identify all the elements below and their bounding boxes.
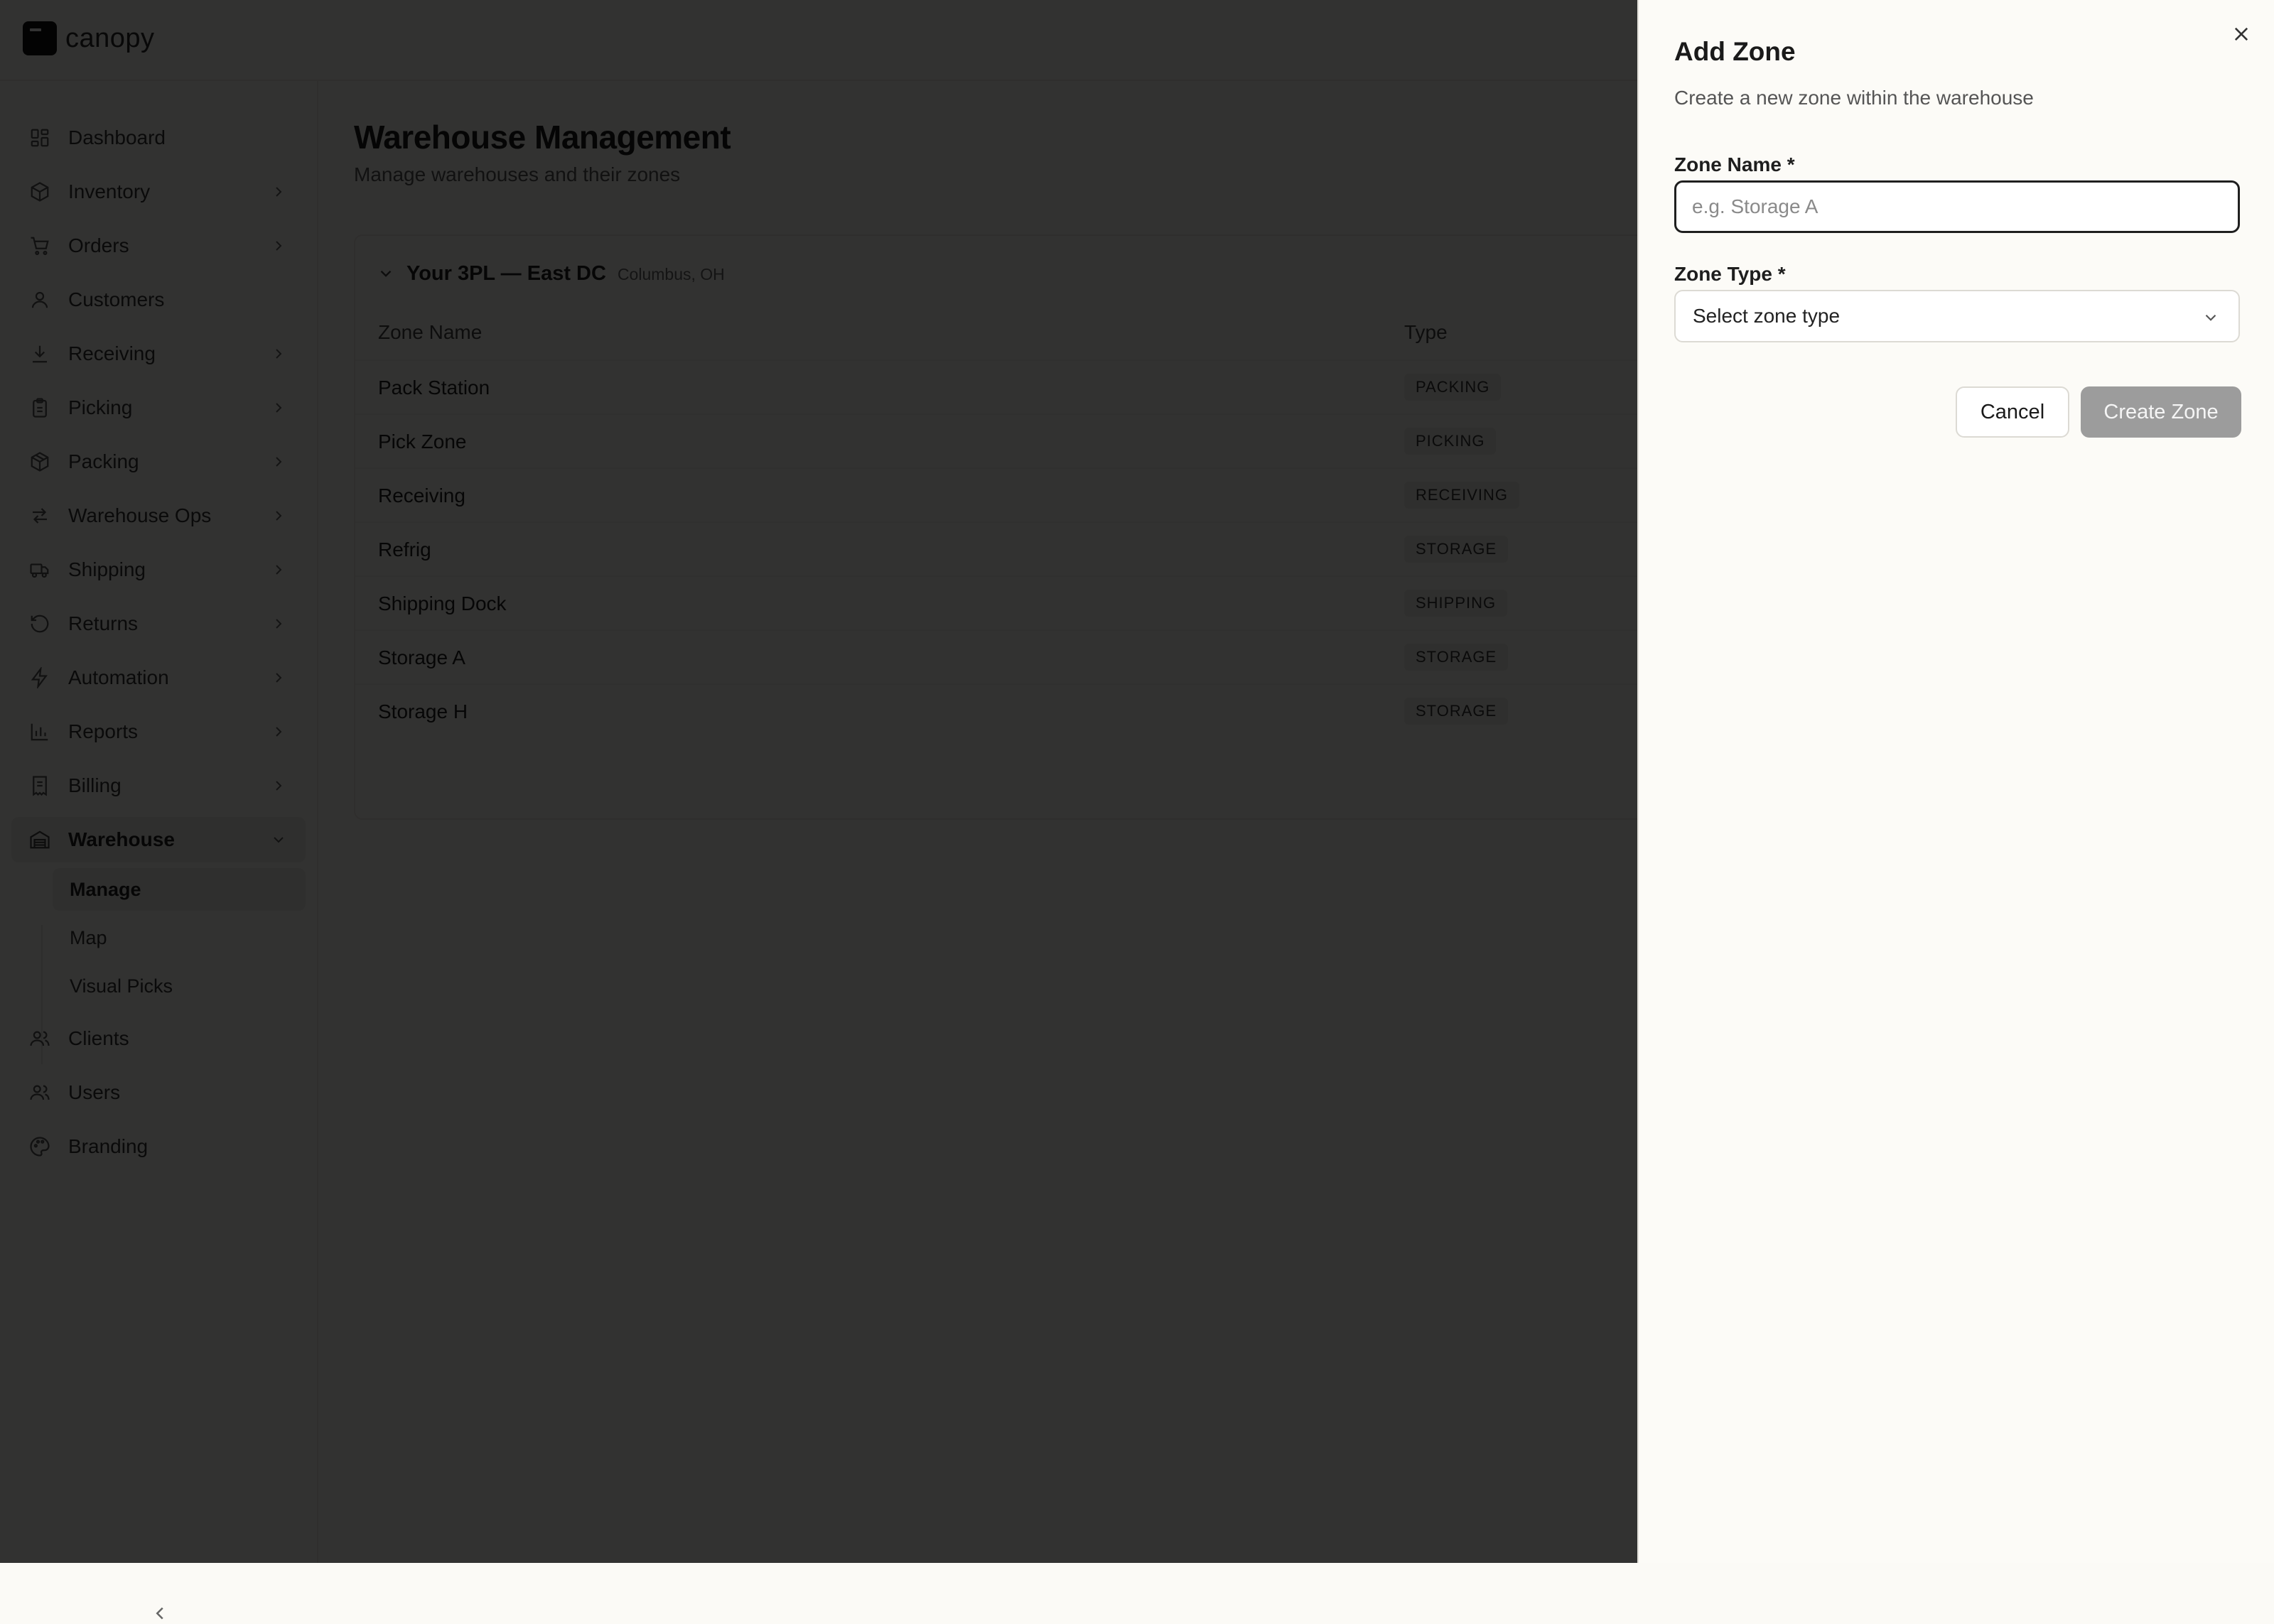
close-button[interactable] [2229,21,2254,47]
create-zone-button[interactable]: Create Zone [2081,386,2241,438]
zone-type-label: Zone Type * [1674,263,1786,285]
collapse-sidebar-icon[interactable] [149,1603,171,1624]
zone-type-selected-value: Select zone type [1693,305,1841,327]
chevron-down-icon [2202,308,2220,327]
cancel-button[interactable]: Cancel [1956,386,2069,438]
sheet-title: Add Zone [1674,37,1796,66]
zone-name-input[interactable] [1674,180,2240,233]
zone-type-select[interactable] [1674,290,2240,342]
add-zone-sheet [1637,0,2274,1563]
zone-name-label: Zone Name * [1674,153,1795,175]
sheet-description: Create a new zone within the warehouse [1674,87,2034,109]
close-icon [2231,24,2251,44]
